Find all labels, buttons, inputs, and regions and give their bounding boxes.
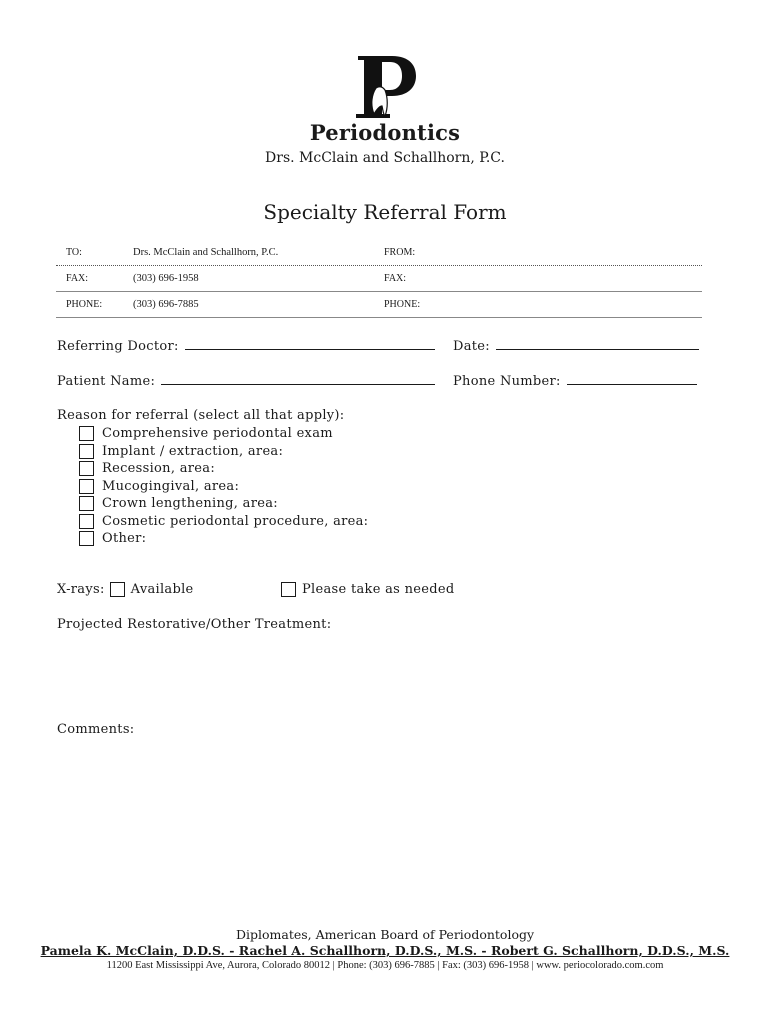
reason-title: Reason for referral (select all that apply): <box>57 408 345 423</box>
option-implant-extraction[interactable]: Implant / extraction, area: <box>79 443 368 461</box>
phone-number-label: Phone Number: <box>453 374 561 389</box>
checkbox[interactable] <box>79 461 94 476</box>
fax-label: FAX: <box>66 273 89 284</box>
referring-doctor-label: Referring Doctor: <box>57 339 179 354</box>
footer-doctors: Pamela K. McClain, D.D.S. - Rachel A. Schallhorn, D.D.S., M.S. - Robert G. Schallhorn, D.D.S., M.S. <box>40 943 730 958</box>
comments-label: Comments: <box>57 722 135 737</box>
form-title: Specialty Referral Form <box>263 200 507 224</box>
practice-name: Drs. McClain and Schallhorn, P.C. <box>265 150 505 166</box>
phone-value: (303) 696-7885 <box>133 299 199 310</box>
xrays-take-option[interactable] <box>276 582 454 597</box>
footer-diplomates: Diplomates, American Board of Periodontology <box>235 927 535 942</box>
checkbox[interactable] <box>79 496 94 511</box>
xrays-take-label: Please take as needed <box>302 582 455 597</box>
option-cosmetic-procedure[interactable]: Cosmetic periodontal procedure, area: <box>79 513 368 531</box>
fax-value: (303) 696-1958 <box>133 273 199 284</box>
projected-treatment-label: Projected Restorative/Other Treatment: <box>57 617 332 632</box>
contact-table <box>56 240 702 318</box>
date-field[interactable] <box>453 338 699 354</box>
brand-name: Periodontics <box>309 120 461 145</box>
option-crown-lengthening[interactable]: Crown lengthening, area: <box>79 495 368 513</box>
date-blank[interactable] <box>496 338 699 350</box>
periodontics-logo-icon <box>352 54 418 120</box>
to-row <box>56 240 702 266</box>
option-recession[interactable]: Recession, area: <box>79 460 368 478</box>
checkbox[interactable] <box>79 514 94 529</box>
date-label: Date: <box>453 339 490 354</box>
referring-doctor-field[interactable] <box>57 338 435 354</box>
patient-name-field[interactable] <box>57 373 435 389</box>
phone-label: PHONE: <box>66 299 103 310</box>
to-value: Drs. McClain and Schallhorn, P.C. <box>133 247 279 258</box>
reason-options <box>79 425 368 548</box>
checkbox[interactable] <box>79 426 94 441</box>
referring-doctor-blank[interactable] <box>185 338 435 350</box>
option-mucogingival[interactable]: Mucogingival, area: <box>79 478 368 496</box>
xrays-row <box>57 582 477 597</box>
option-other[interactable]: Other: <box>79 530 368 548</box>
checkbox[interactable] <box>79 444 94 459</box>
xrays-available-label: Available <box>130 582 194 597</box>
from-label: FROM: <box>384 247 416 258</box>
checkbox[interactable] <box>79 531 94 546</box>
to-label: TO: <box>66 247 82 258</box>
patient-name-blank[interactable] <box>161 373 435 385</box>
fax-row <box>56 266 702 292</box>
patient-name-label: Patient Name: <box>57 374 156 389</box>
phone-label-right: PHONE: <box>384 299 421 310</box>
option-comprehensive-exam[interactable]: Comprehensive periodontal exam <box>79 425 368 443</box>
phone-number-blank[interactable] <box>567 373 697 385</box>
footer-address: 11200 East Mississippi Ave, Aurora, Colorado 80012 | Phone: (303) 696-7885 | Fax: (303) 696-1958 | www. periocolorado.com.com <box>106 960 664 971</box>
checkbox[interactable] <box>79 479 94 494</box>
xrays-take-checkbox[interactable] <box>281 582 296 597</box>
xrays-label: X-rays: <box>57 582 105 597</box>
fax-label-right: FAX: <box>384 273 407 284</box>
phone-row <box>56 292 702 318</box>
phone-number-field[interactable] <box>453 373 697 389</box>
xrays-available-checkbox[interactable] <box>110 582 125 597</box>
